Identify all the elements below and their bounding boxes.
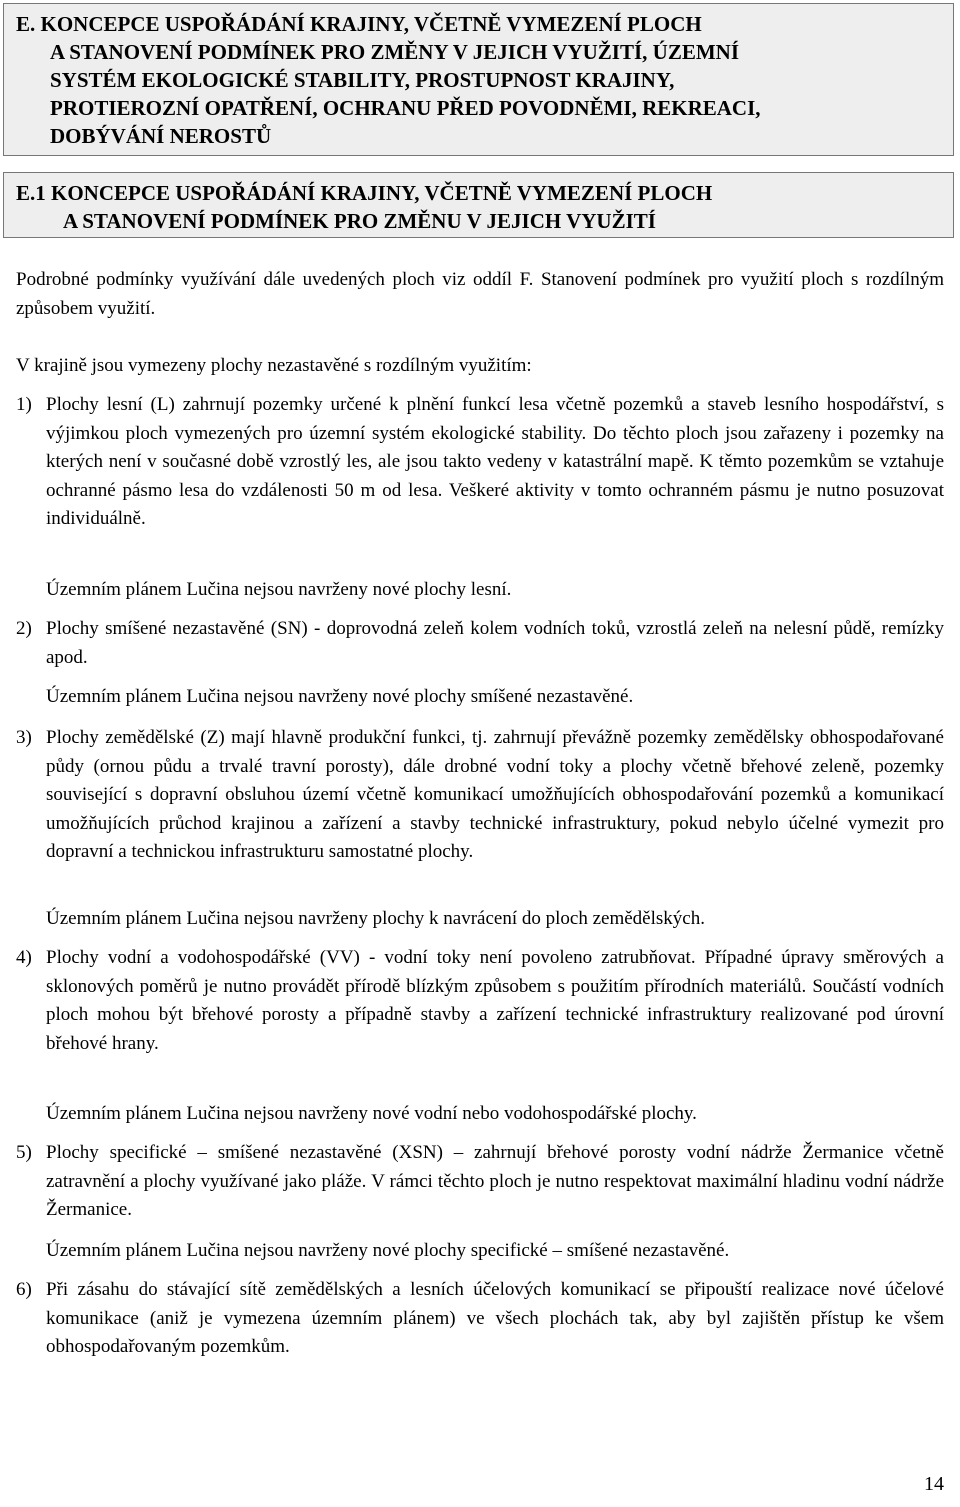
subsection-heading-e1: [3, 172, 954, 238]
list-text: Plochy vodní a vodohospodářské (VV) - vodní toky není povoleno zatrubňovat. Případné úpravy směrových a sklonových poměrů je nutno provádět přírodě blízkým způsobem s použitím přírodních materiálů. Součástí vodních ploch mohou být břehové porosty a případně stavby a zařízení technické infrastruktury realizované pod úrovní břehové hrany.: [46, 947, 944, 1054]
list-text: Plochy specifické – smíšené nezastavěné (XSN) – zahrnují břehové porosty vodní nádrže Žermanice včetně zatravnění a plochy využívané jako pláže. V rámci těchto ploch je nutno respektovat maximální hladinu vodní nádrže Žermanice.: [46, 1142, 944, 1220]
list-number: 5): [16, 1142, 32, 1163]
section-heading-e: [3, 3, 954, 156]
list-item: [16, 391, 944, 534]
heading-line: A STANOVENÍ PODMÍNEK PRO ZMĚNY V JEJICH VYUŽITÍ, ÚZEMNÍ: [50, 40, 740, 64]
list-number: 6): [16, 1279, 32, 1300]
list-item: [16, 724, 944, 867]
list-number: 2): [16, 618, 32, 639]
list-item: [16, 944, 944, 1058]
lead-paragraph: V krajině jsou vymezeny plochy nezastavěné s rozdílným využitím:: [16, 355, 532, 376]
plan-note: Územním plánem Lučina nejsou navrženy plochy k navrácení do ploch zemědělských.: [46, 908, 705, 929]
page-number: 14: [924, 1473, 944, 1495]
list-number: 3): [16, 727, 32, 748]
heading-line: E.1 KONCEPCE USPOŘÁDÁNÍ KRAJINY, VČETNĚ VYMEZENÍ PLOCH: [16, 181, 713, 205]
plan-note: Územním plánem Lučina nejsou navrženy nové plochy specifické – smíšené nezastavěné.: [46, 1240, 730, 1261]
plan-note: Územním plánem Lučina nejsou navrženy nové plochy smíšené nezastavěné.: [46, 686, 634, 707]
list-item: [16, 1276, 944, 1362]
heading-line: PROTIEROZNÍ OPATŘENÍ, OCHRANU PŘED POVODNĚMI, REKREACI,: [50, 96, 761, 120]
plan-note: Územním plánem Lučina nejsou navrženy nové vodní nebo vodohospodářské plochy.: [46, 1103, 697, 1124]
list-number: 4): [16, 947, 32, 968]
list-number: 1): [16, 394, 32, 415]
heading-line: A STANOVENÍ PODMÍNEK PRO ZMĚNU V JEJICH VYUŽITÍ: [63, 209, 656, 233]
list-text: Plochy zemědělské (Z) mají hlavně produkční funkci, tj. zahrnují převážně pozemky zemědělsky obhospodařované půdy (ornou půdu a trvalé travní porosty), dále drobné vodní toky a plochy včetně břehové zeleně, pozemky související s dopravní obsluhou území včetně komunikací umožňujících obhospodařování pozemků a komunikací umožňujících průchod krajinou a zařízení a stavby technické infrastruktury, pokud nebylo účelné vymezit pro dopravní a technickou infrastrukturu samostatné plochy.: [46, 727, 944, 862]
list-text: Plochy smíšené nezastavěné (SN) - doprovodná zeleň kolem vodních toků, vzrostlá zeleň na nelesní půdě, remízky apod.: [46, 618, 944, 668]
heading-line: SYSTÉM EKOLOGICKÉ STABILITY, PROSTUPNOST KRAJINY,: [50, 68, 675, 92]
heading-line: E. KONCEPCE USPOŘÁDÁNÍ KRAJINY, VČETNĚ VYMEZENÍ PLOCH: [16, 12, 702, 36]
list-text: Při zásahu do stávající sítě zemědělských a lesních účelových komunikací se připouští realizace nové účelové komunikace (aniž je vymezena územním plánem) ve všech plochách tak, aby byl zajištěn přístup ke všem obhospodařovaným pozemkům.: [46, 1279, 944, 1357]
list-text: Plochy lesní (L) zahrnují pozemky určené k plnění funkcí lesa včetně pozemků a staveb lesního hospodářství, s výjimkou ploch vymezených pro územní systém ekologické stability. Do těchto ploch jsou zařazeny i pozemky na kterých není v současné době vzrostlý les, ale jsou takto vedeny v katastrální mapě. K těmto pozemkům se vztahuje ochranné pásmo lesa do vzdálenosti 50 m od lesa. Veškeré aktivity v tomto ochranném pásmu je nutno posuzovat individuálně.: [46, 394, 944, 529]
intro-paragraph: Podrobné podmínky využívání dále uvedených ploch viz oddíl F. Stanovení podmínek pro využití ploch s rozdílným způsobem využití.: [16, 269, 944, 319]
heading-line: DOBÝVÁNÍ NEROSTŮ: [50, 124, 272, 148]
list-item: [16, 615, 944, 672]
list-item: [16, 1139, 944, 1225]
plan-note: Územním plánem Lučina nejsou navrženy nové plochy lesní.: [46, 579, 512, 600]
